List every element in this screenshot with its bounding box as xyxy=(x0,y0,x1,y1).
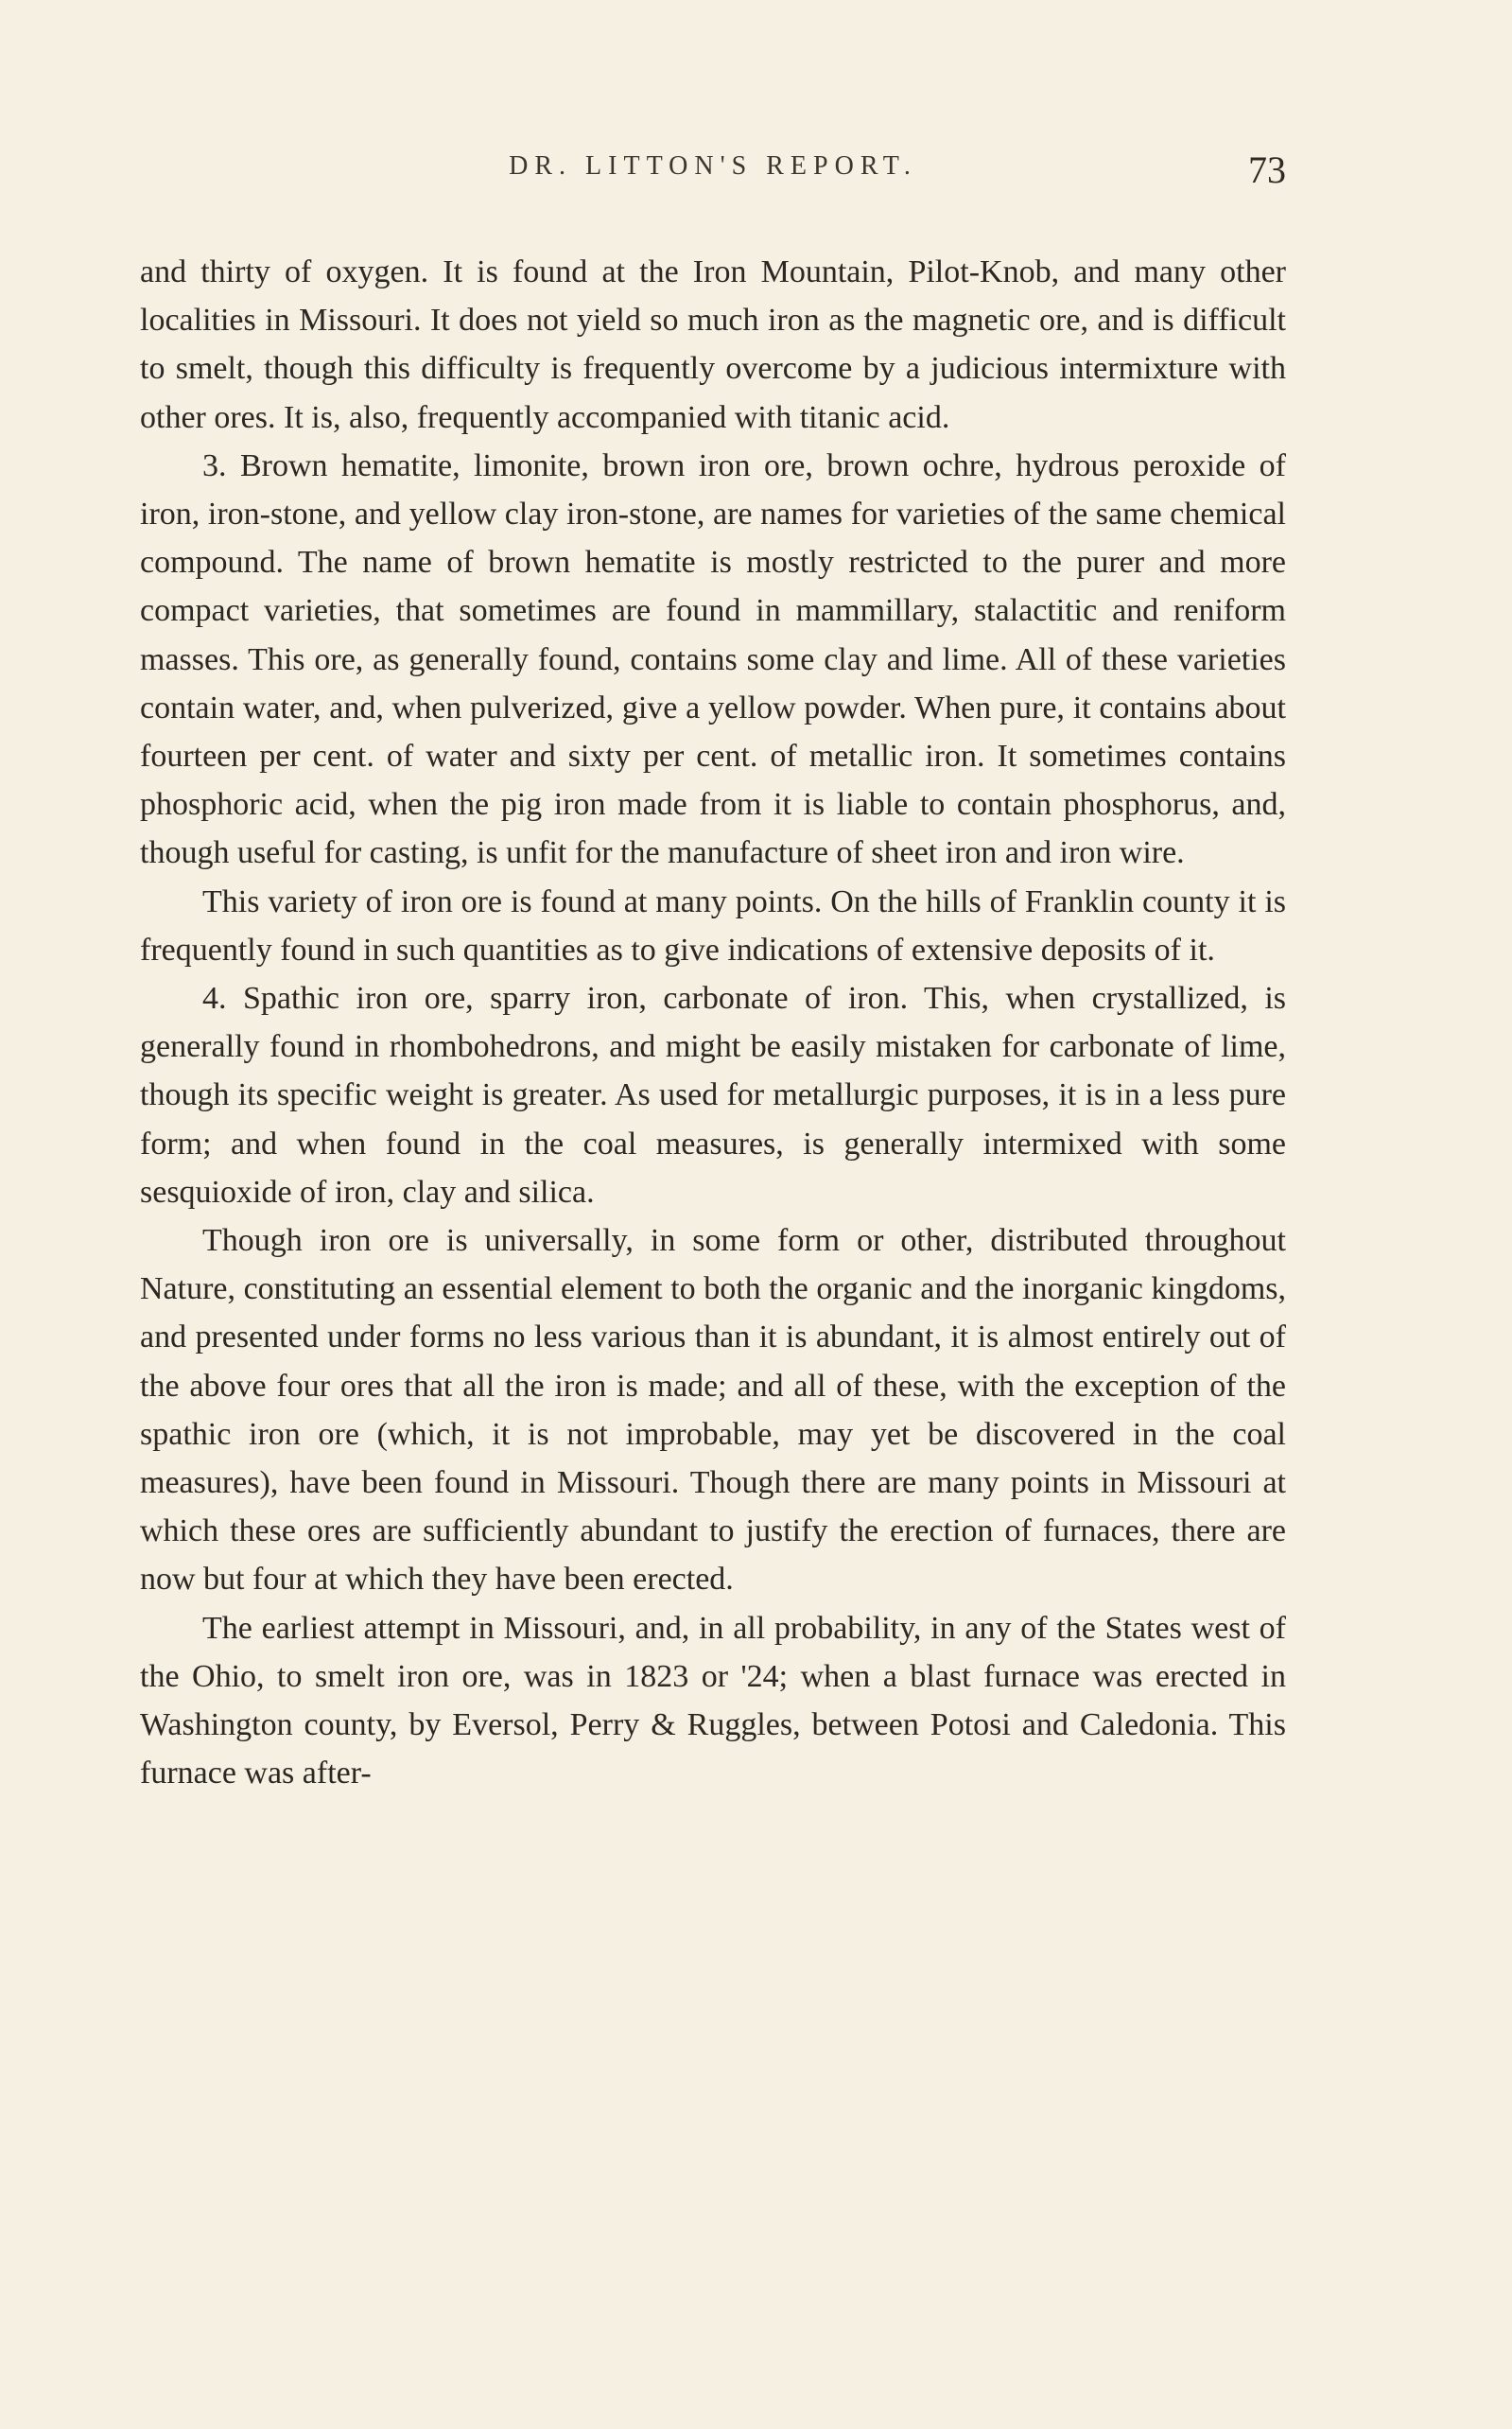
paragraph-1: and thirty of oxygen. It is found at the Iron Mountain, Pilot-Knob, and many other localities in Missouri. It does not yield so much iron as the magnetic ore, and is difficult to smelt, though this difficulty is frequently overcome by a judicious intermixture with other ores. It is, also, frequently accompanied with titanic acid. xyxy=(140,254,1286,435)
paragraph-5: Though iron ore is universally, in some form or other, distributed throughout Nature, constituting an essential element to both the organic and the inorganic kingdoms, and presented under forms no less various than it is abundant, it is almost entirely out of the above four ores that all the iron is made; and all of these, with the exception of the spathic iron ore (which, it is not improbable, may yet be discovered in the coal measures), have been found in Missouri. Though there are many points in Missouri at which these ores are sufficiently abundant to justify the erection of furnaces, there are now but four at which they have been erected. xyxy=(140,1223,1286,1598)
page-header xyxy=(140,151,1286,199)
body-text xyxy=(140,248,1286,1798)
paragraph-4: 4. Spathic iron ore, sparry iron, carbonate of iron. This, when crystallized, is generally found in rhombohedrons, and might be easily mistaken for carbonate of lime, though its specific weight is greater. As used for metallurgic purposes, it is in a less pure form; and when found in the coal measures, is generally intermixed with some sesquioxide of iron, clay and silica. xyxy=(140,981,1286,1210)
running-head: DR. LITTON'S REPORT. xyxy=(509,151,917,181)
paragraph-6: The earliest attempt in Missouri, and, in all probability, in any of the States west of the Ohio, to smelt iron ore, was in 1823 or '24; when a blast furnace was erected in Washington county, by Eversol, Perry & Ruggles, between Potosi and Caledonia. This furnace was after- xyxy=(140,1610,1286,1791)
paragraph-3: This variety of iron ore is found at many points. On the hills of Franklin county it is frequently found in such quantities as to give indications of extensive deposits of it. xyxy=(140,883,1286,968)
paragraph-2: 3. Brown hematite, limonite, brown iron ore, brown ochre, hydrous peroxide of iron, iron-stone, and yellow clay iron-stone, are names for varieties of the same chemical compound. The name of brown hematite is mostly restricted to the purer and more compact varieties, that sometimes are found in mammillary, stalactitic and reniform masses. This ore, as generally found, contains some clay and lime. All of these varieties contain water, and, when pulverized, give a yellow powder. When pure, it contains about fourteen per cent. of water and sixty per cent. of metallic iron. It sometimes contains phosphoric acid, when the pig iron made from it is liable to contain phosphorus, and, though useful for casting, is unfit for the manufacture of sheet iron and iron wire. xyxy=(140,447,1286,871)
page-number: 73 xyxy=(1248,149,1286,191)
